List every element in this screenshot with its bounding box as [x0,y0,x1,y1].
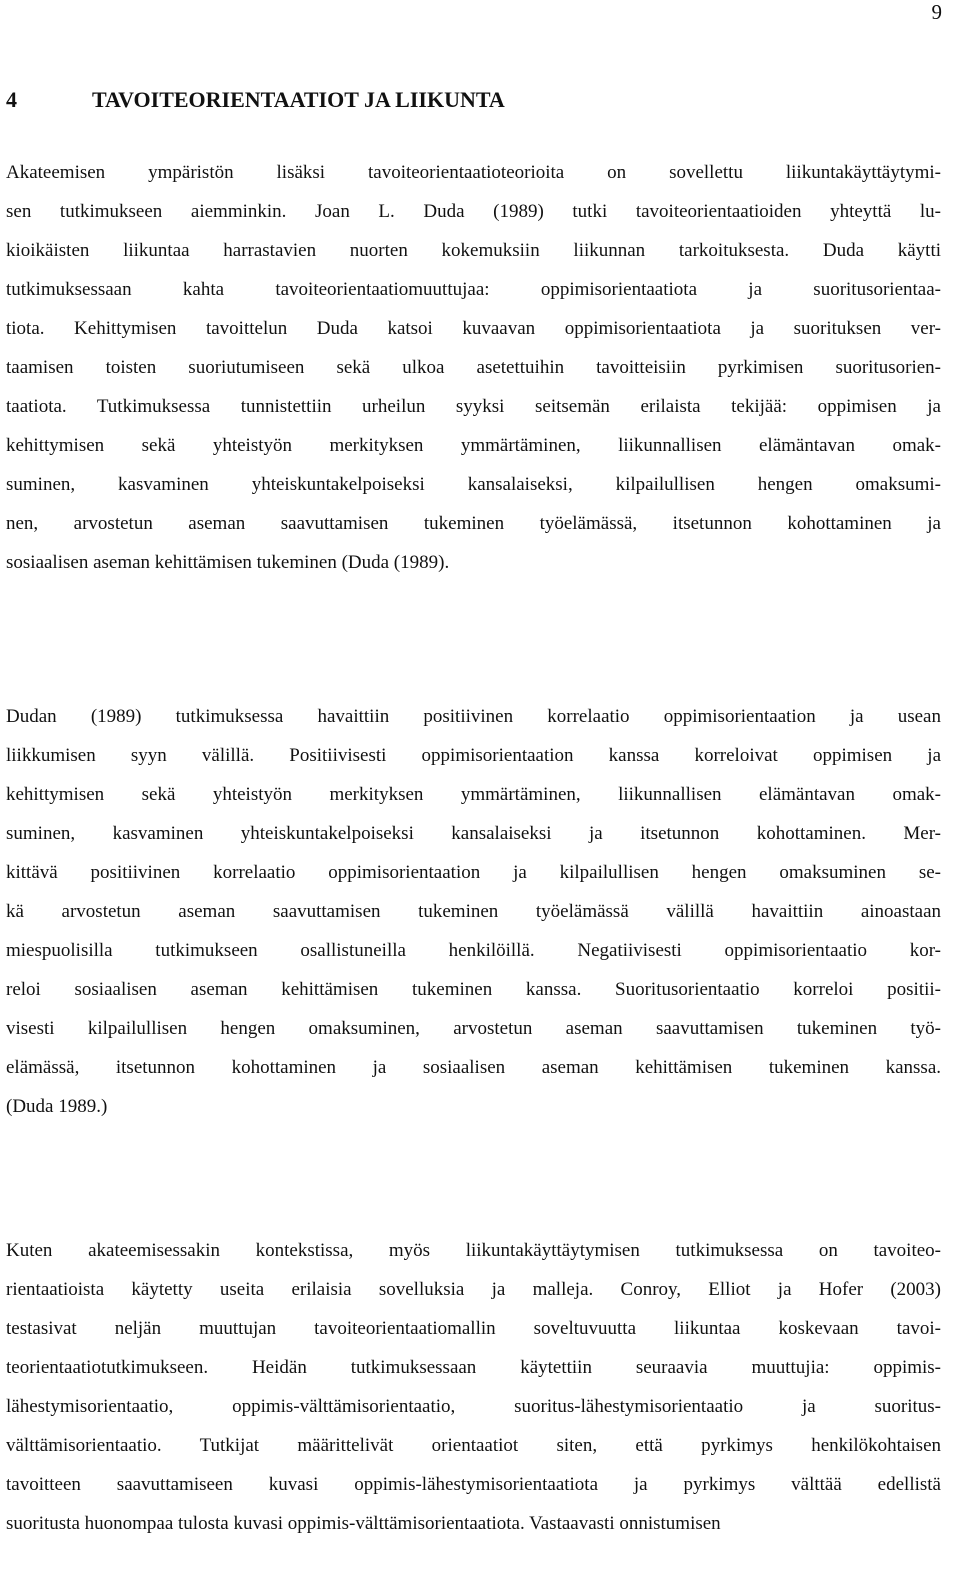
text-line: suoritusta huonompaa tulosta kuvasi oppimis-välttämisorientaatiota. Vastaavasti onnistumisen [6,1513,721,1534]
text-line: tutkimuksessaan kahta tavoiteorientaatiomuuttujaa: oppimisorientaatiota ja suoritusorientaa- [6,279,941,300]
text-line: kehittymisen sekä yhteistyön merkityksen ymmärtäminen, liikunnallisen elämäntavan omak- [6,435,941,456]
text-line: rientaatioista käytetty useita erilaisia sovelluksia ja malleja. Conroy, Elliot ja Hofer (2003) [6,1279,941,1300]
text-line: elämässä, itsetunnon kohottaminen ja sosiaalisen aseman kehittämisen tukeminen kanssa. [6,1057,941,1078]
text-line: sosiaalisen aseman kehittämisen tukeminen (Duda (1989). [6,552,450,573]
chapter-title: TAVOITEORIENTAATIOT JA LIIKUNTA [92,87,505,112]
text-line: välttämisorientaatio. Tutkijat määrittelivät orientaatiot siten, että pyrkimys henkilökohtaisen [6,1435,941,1456]
body-paragraph-1 [6,153,941,582]
text-line: lähestymisorientaatio, oppimis-välttämisorientaatio, suoritus-lähestymisorientaatio ja suoritus- [6,1396,941,1417]
chapter-number: 4 [6,87,17,112]
body-paragraph-2 [6,697,941,1126]
body-paragraph-3 [6,1231,941,1543]
text-line: Dudan (1989) tutkimuksessa havaittiin positiivinen korrelaatio oppimisorientaation ja usean [6,706,941,727]
text-line: tiota. Kehittymisen tavoittelun Duda katsoi kuvaavan oppimisorientaatiota ja suorituksen ver- [6,318,941,339]
page-number: 9 [931,0,942,24]
text-line: teorientaatiotutkimukseen. Heidän tutkimuksessaan käytettiin seuraavia muuttujia: oppimis- [6,1357,941,1378]
text-line: reloi sosiaalisen aseman kehittämisen tukeminen kanssa. Suoritusorientaatio korreloi positii- [6,979,941,1000]
text-line: taamisen toisten suoriutumiseen sekä ulkoa asetettuihin tavoitteisiin pyrkimisen suoritusorien- [6,357,941,378]
text-line: sen tutkimukseen aiemminkin. Joan L. Duda (1989) tutki tavoiteorientaatioiden yhteyttä lu- [6,201,941,222]
text-line: Akateemisen ympäristön lisäksi tavoiteorientaatioteorioita on sovellettu liikuntakäyttäytymi- [6,162,941,183]
text-line: suminen, kasvaminen yhteiskuntakelpoiseksi kansalaiseksi ja itsetunnon kohottaminen. Mer- [6,823,941,844]
text-line: kehittymisen sekä yhteistyön merkityksen ymmärtäminen, liikunnallisen elämäntavan omak- [6,784,941,805]
text-line: miespuolisilla tutkimukseen osallistuneilla henkilöillä. Negatiivisesti oppimisorientaatio kor- [6,940,941,961]
text-line: kittävä positiivinen korrelaatio oppimisorientaation ja kilpailullisen hengen omaksuminen se- [6,862,941,883]
text-line: liikkumisen syyn välillä. Positiivisesti oppimisorientaation kanssa korreloivat oppimisen ja [6,745,941,766]
text-line: suminen, kasvaminen yhteiskuntakelpoiseksi kansalaiseksi, kilpailullisen hengen omaksumi- [6,474,941,495]
text-line: testasivat neljän muuttujan tavoiteorientaatiomallin soveltuvuutta liikuntaa koskevaan tavoi- [6,1318,941,1339]
text-line: kioikäisten liikuntaa harrastavien nuorten kokemuksiin liikunnan tarkoituksesta. Duda käytti [6,240,941,261]
text-line: taatiota. Tutkimuksessa tunnistettiin urheilun syyksi seitsemän erilaista tekijää: oppimisen ja [6,396,941,417]
text-line: tavoitteen saavuttamiseen kuvasi oppimis-lähestymisorientaatiota ja pyrkimys välttää edellistä [6,1474,941,1495]
chapter-heading [6,86,505,114]
text-line: kä arvostetun aseman saavuttamisen tukeminen työelämässä välillä havaittiin ainoastaan [6,901,941,922]
text-line: visesti kilpailullisen hengen omaksuminen, arvostetun aseman saavuttamisen tukeminen työ- [6,1018,941,1039]
text-line: (Duda 1989.) [6,1096,108,1117]
text-line: Kuten akateemisessakin kontekstissa, myös liikuntakäyttäytymisen tutkimuksessa on tavoiteo- [6,1240,941,1261]
text-line: nen, arvostetun aseman saavuttamisen tukeminen työelämässä, itsetunnon kohottaminen ja [6,513,941,534]
